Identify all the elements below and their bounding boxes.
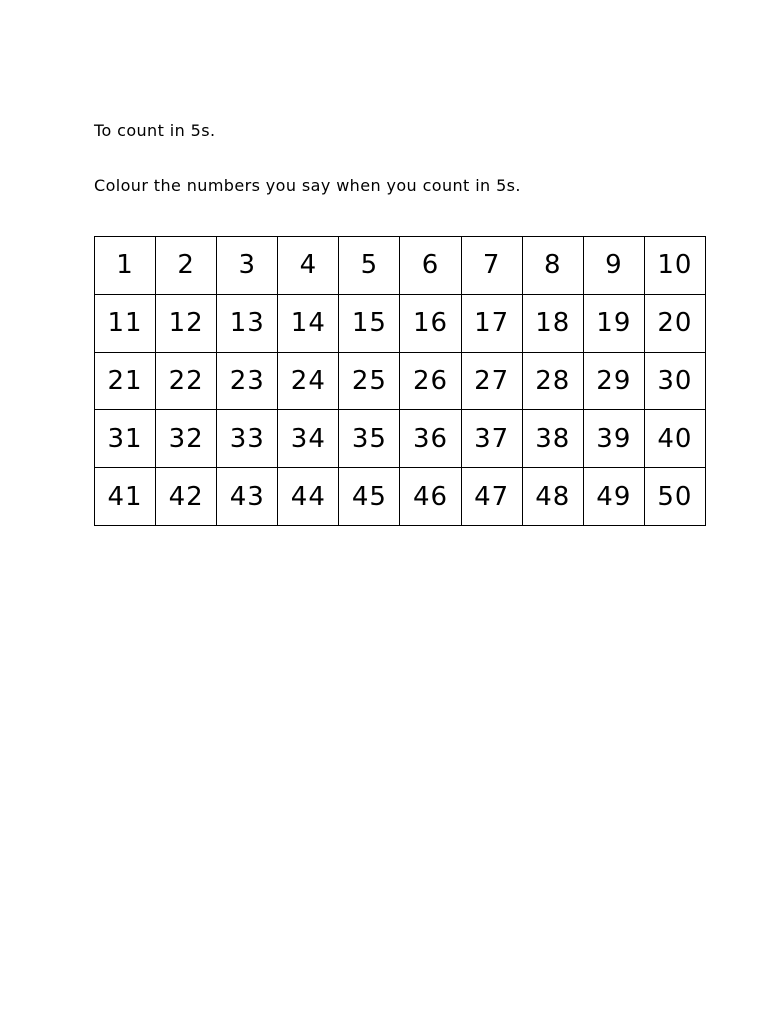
number-cell[interactable]: 50 bbox=[645, 468, 706, 526]
number-cell[interactable]: 6 bbox=[400, 237, 461, 295]
number-cell[interactable]: 47 bbox=[462, 468, 523, 526]
number-cell[interactable]: 21 bbox=[95, 353, 156, 411]
number-cell[interactable]: 30 bbox=[645, 353, 706, 411]
number-cell[interactable]: 5 bbox=[339, 237, 400, 295]
number-cell[interactable]: 34 bbox=[278, 410, 339, 468]
number-cell[interactable]: 3 bbox=[217, 237, 278, 295]
number-cell[interactable]: 39 bbox=[584, 410, 645, 468]
number-cell[interactable]: 12 bbox=[156, 295, 217, 353]
number-cell[interactable]: 14 bbox=[278, 295, 339, 353]
number-grid bbox=[94, 236, 706, 526]
number-cell[interactable]: 1 bbox=[95, 237, 156, 295]
number-cell[interactable]: 8 bbox=[523, 237, 584, 295]
number-cell[interactable]: 43 bbox=[217, 468, 278, 526]
number-cell[interactable]: 15 bbox=[339, 295, 400, 353]
number-cell[interactable]: 41 bbox=[95, 468, 156, 526]
number-cell[interactable]: 27 bbox=[462, 353, 523, 411]
number-cell[interactable]: 33 bbox=[217, 410, 278, 468]
number-cell[interactable]: 16 bbox=[400, 295, 461, 353]
number-cell[interactable]: 37 bbox=[462, 410, 523, 468]
number-cell[interactable]: 20 bbox=[645, 295, 706, 353]
number-cell[interactable]: 4 bbox=[278, 237, 339, 295]
number-cell[interactable]: 42 bbox=[156, 468, 217, 526]
number-cell[interactable]: 25 bbox=[339, 353, 400, 411]
number-cell[interactable]: 19 bbox=[584, 295, 645, 353]
number-cell[interactable]: 38 bbox=[523, 410, 584, 468]
number-cell[interactable]: 31 bbox=[95, 410, 156, 468]
number-cell[interactable]: 49 bbox=[584, 468, 645, 526]
number-cell[interactable]: 24 bbox=[278, 353, 339, 411]
number-cell[interactable]: 22 bbox=[156, 353, 217, 411]
number-cell[interactable]: 18 bbox=[523, 295, 584, 353]
number-cell[interactable]: 29 bbox=[584, 353, 645, 411]
number-cell[interactable]: 40 bbox=[645, 410, 706, 468]
worksheet-title: To count in 5s. bbox=[94, 121, 216, 140]
number-cell[interactable]: 9 bbox=[584, 237, 645, 295]
number-cell[interactable]: 17 bbox=[462, 295, 523, 353]
number-cell[interactable]: 7 bbox=[462, 237, 523, 295]
worksheet-instruction: Colour the numbers you say when you count in 5s. bbox=[94, 176, 521, 195]
number-cell[interactable]: 32 bbox=[156, 410, 217, 468]
number-cell[interactable]: 35 bbox=[339, 410, 400, 468]
number-cell[interactable]: 23 bbox=[217, 353, 278, 411]
number-cell[interactable]: 48 bbox=[523, 468, 584, 526]
number-cell[interactable]: 28 bbox=[523, 353, 584, 411]
number-cell[interactable]: 36 bbox=[400, 410, 461, 468]
number-cell[interactable]: 10 bbox=[645, 237, 706, 295]
number-cell[interactable]: 44 bbox=[278, 468, 339, 526]
number-cell[interactable]: 26 bbox=[400, 353, 461, 411]
number-cell[interactable]: 45 bbox=[339, 468, 400, 526]
number-cell[interactable]: 11 bbox=[95, 295, 156, 353]
number-cell[interactable]: 13 bbox=[217, 295, 278, 353]
number-cell[interactable]: 2 bbox=[156, 237, 217, 295]
number-cell[interactable]: 46 bbox=[400, 468, 461, 526]
